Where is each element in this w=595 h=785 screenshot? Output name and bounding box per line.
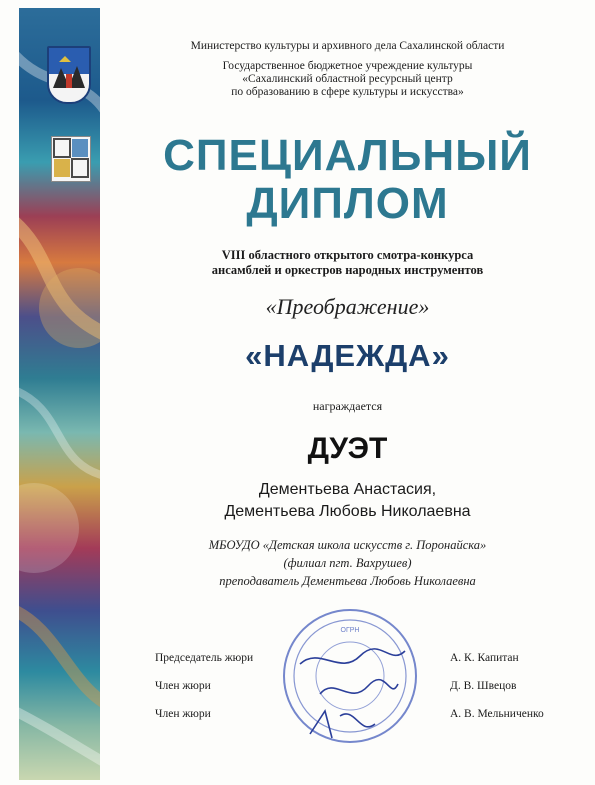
recipient-name-2: Дементьева Любовь Николаевна bbox=[224, 503, 471, 520]
institution-line: Государственное бюджетное учреждение культуры bbox=[222, 60, 473, 72]
school-line2: (филиал пгт. Вахрушев) bbox=[283, 556, 412, 570]
jury-role-chair: Председатель жюри bbox=[155, 652, 254, 664]
coat-of-arms-icon bbox=[47, 46, 91, 104]
jury-name-chair: А. К. Капитан bbox=[450, 652, 519, 664]
band-pattern bbox=[19, 8, 100, 780]
diploma-title-line2: ДИПЛОМ bbox=[246, 179, 449, 228]
ministry-line: Министерство культуры и архивного дела Сахалинской области bbox=[190, 40, 505, 52]
decorative-band bbox=[19, 8, 100, 780]
teacher-line: преподаватель Дементьева Любовь Николаевна bbox=[219, 574, 476, 588]
center-name-line2: по образованию в сфере культуры и искусства» bbox=[231, 86, 464, 98]
jury-role-member-2: Член жюри bbox=[155, 708, 211, 720]
diploma-title-line1: СПЕЦИАЛЬНЫЙ bbox=[163, 131, 532, 180]
contest-line2: ансамблей и оркестров народных инструментов bbox=[211, 263, 484, 277]
signature-1 bbox=[300, 649, 405, 664]
soc-logo bbox=[51, 136, 91, 182]
contest-name: «Преображение» bbox=[265, 294, 430, 319]
official-stamp bbox=[280, 606, 420, 746]
center-name-line1: «Сахалинский областной ресурсный центр bbox=[242, 73, 453, 85]
recipient-type: ДУЭТ bbox=[307, 432, 388, 465]
awarded-text: награждается bbox=[312, 399, 383, 413]
stamp-ogrn-text: ОГРН bbox=[340, 627, 360, 634]
jury-role-member-1: Член жюри bbox=[155, 680, 211, 692]
nomination-title: «НАДЕЖДА» bbox=[245, 338, 450, 373]
contest-line1: VIII областного открытого смотра-конкурса bbox=[221, 248, 474, 262]
jury-name-member-1: Д. В. Швецов bbox=[450, 680, 517, 692]
signature-2 bbox=[320, 680, 398, 694]
recipient-name-1: Дементьева Анастасия, bbox=[258, 481, 437, 498]
school-line1: МБОУДО «Детская школа искусств г. Поронайска» bbox=[208, 538, 487, 552]
jury-name-member-2: А. В. Мельниченко bbox=[450, 708, 544, 720]
